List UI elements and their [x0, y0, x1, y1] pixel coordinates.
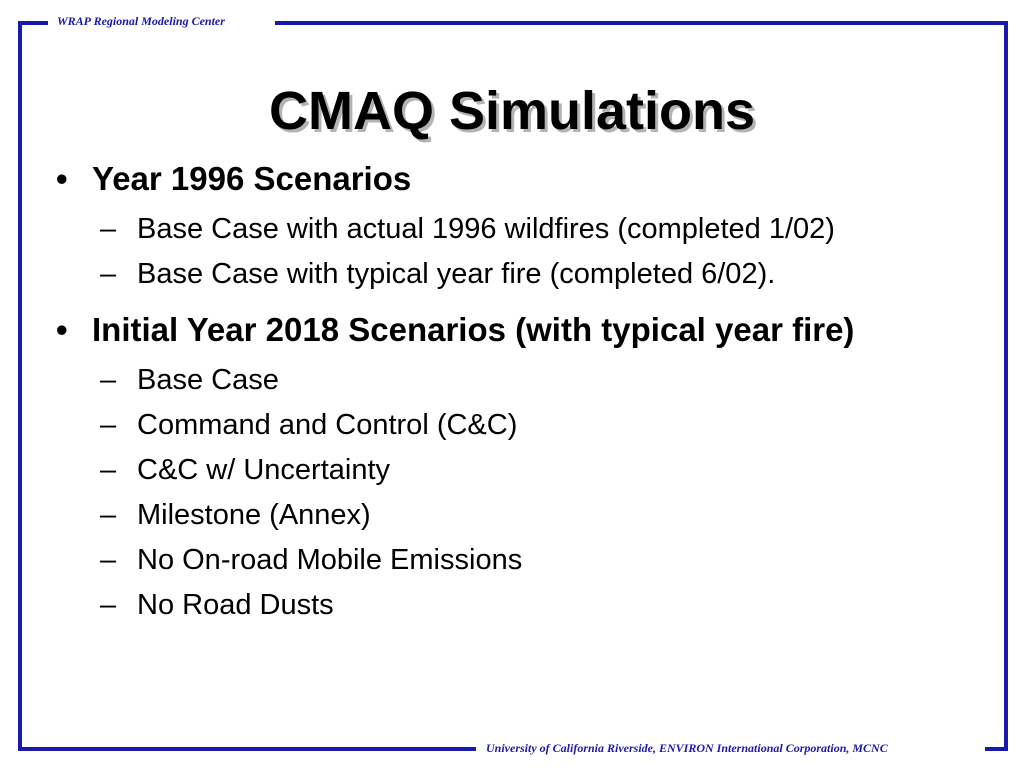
sub-marker: –	[100, 364, 117, 396]
bullet-item	[52, 309, 972, 351]
sub-item	[52, 583, 972, 628]
sub-item-text: Base Case	[137, 364, 279, 396]
sub-list	[52, 207, 972, 297]
sub-marker: –	[100, 213, 117, 245]
sub-item-text: Base Case with typical year fire (completed 6/02).	[137, 258, 776, 290]
sub-marker: –	[100, 499, 117, 531]
frame-top-left	[18, 21, 48, 25]
sub-list	[52, 358, 972, 628]
sub-marker: –	[100, 544, 117, 576]
sub-item-text: No Road Dusts	[137, 589, 334, 621]
bullet-text: Year 1996 Scenarios	[92, 160, 412, 197]
sub-item-text: Milestone (Annex)	[137, 499, 371, 531]
bullet-text: Initial Year 2018 Scenarios (with typical year fire)	[92, 311, 855, 348]
sub-item	[52, 403, 972, 448]
frame-top-right	[275, 21, 1008, 25]
bullet-marker: •	[56, 160, 68, 197]
sub-marker: –	[100, 589, 117, 621]
bullet-list	[52, 158, 972, 628]
bullet-item	[52, 158, 972, 200]
sub-item-text: Base Case with actual 1996 wildfires (completed 1/02)	[137, 213, 835, 245]
sub-item-text: C&C w/ Uncertainty	[137, 454, 391, 486]
sub-item	[52, 493, 972, 538]
sub-item	[52, 448, 972, 493]
sub-marker: –	[100, 409, 117, 441]
header-org-label: WRAP Regional Modeling Center	[57, 14, 225, 28]
sub-item	[52, 358, 972, 403]
sub-item	[52, 207, 972, 252]
bullet-marker: •	[56, 311, 68, 348]
footer-credits: University of California Riverside, ENVIRON International Corporation, MCNC	[486, 741, 888, 755]
sub-item-text: No On-road Mobile Emissions	[137, 544, 523, 576]
sub-marker: –	[100, 258, 117, 290]
sub-item	[52, 252, 972, 297]
sub-item	[52, 538, 972, 583]
spacer	[52, 297, 972, 309]
frame-bottom-left	[18, 747, 476, 751]
frame-bottom-right	[985, 747, 1008, 751]
sub-item-text: Command and Control (C&C)	[137, 409, 518, 441]
sub-marker: –	[100, 454, 117, 486]
slide-title: CMAQ Simulations	[268, 81, 756, 141]
